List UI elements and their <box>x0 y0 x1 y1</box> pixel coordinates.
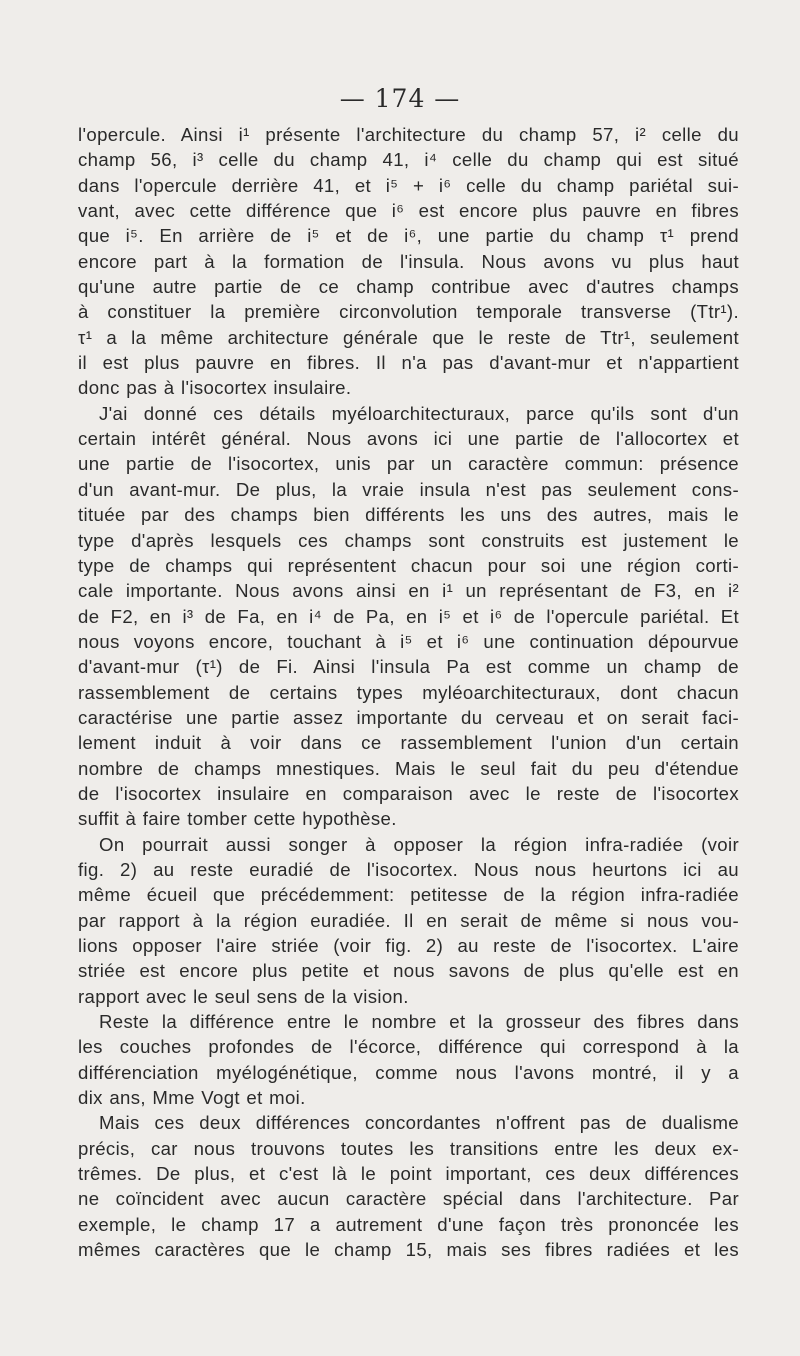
text-line: vant, avec cette différence que i⁶ est encore plus pauvre en fibres <box>78 200 739 222</box>
text-line: dans l'opercule derrière 41, et i⁵ + i⁶ celle du champ pariétal sui- <box>78 174 739 196</box>
text-line: trêmes. De plus, et c'est là le point important, ces deux différences <box>78 1163 739 1185</box>
text-line: l'opercule. Ainsi i¹ présente l'architecture du champ 57, i² celle du <box>78 124 739 145</box>
text-line: d'un avant-mur. De plus, la vraie insula n'est pas seulement cons- <box>78 478 739 500</box>
text-line: lions opposer l'aire striée (voir fig. 2) au reste de l'isocortex. L'aire <box>78 935 739 956</box>
text-line: J'ai donné ces détails myéloarchitecturaux, parce qu'ils sont d'un <box>99 402 739 424</box>
text-line: suffit à faire tomber cette hypothèse. <box>78 808 397 830</box>
text-line: exemple, le champ 17 a autrement d'une façon très prononcée les <box>78 1213 739 1235</box>
text-line: Reste la différence entre le nombre et la grosseur des fibres dans <box>99 1011 739 1033</box>
text-line: même écueil que précédemment: petitesse de la région infra-radiée <box>78 884 739 906</box>
text-line: nombre de champs mnestiques. Mais le seul fait du peu d'étendue <box>78 757 739 779</box>
text-line: ne coïncident avec aucun caractère spécial dans l'architecture. Par <box>78 1188 739 1210</box>
text-line: fig. 2) au reste euradié de l'isocortex. Nous nous heurtons ici au <box>78 858 739 880</box>
text-line: Mais ces deux différences concordantes n'offrent pas de dualisme <box>99 1112 739 1134</box>
text-line: mêmes caractères que le champ 15, mais ses fibres radiées et les <box>78 1239 739 1261</box>
text-line: champ 56, i³ celle du champ 41, i⁴ celle du champ qui est situé <box>78 149 739 171</box>
text-line: de F2, en i³ de Fa, en i⁴ de Pa, en i⁵ et i⁶ de l'opercule pariétal. Et <box>78 605 739 627</box>
text-line: encore part à la formation de l'insula. Nous avons vu plus haut <box>78 250 739 272</box>
text-line: précis, car nous trouvons toutes les transitions entre les deux ex- <box>78 1137 739 1159</box>
text-line: dix ans, Mme Vogt et moi. <box>78 1087 306 1109</box>
text-line: cale importante. Nous avons ainsi en i¹ un représentant de F3, en i² <box>78 580 739 602</box>
text-line: donc pas à l'isocortex insulaire. <box>78 377 352 399</box>
text-line: rapport avec le seul sens de la vision. <box>78 985 409 1007</box>
text-line: une partie de l'isocortex, unis par un caractère commun: présence <box>78 453 739 475</box>
text-line: τ¹ a la même architecture générale que le reste de Ttr¹, seulement <box>78 326 739 348</box>
text-line: les couches profondes de l'écorce, différence qui correspond à la <box>78 1036 739 1058</box>
text-line: différenciation myélogénétique, comme nous l'avons montré, il y a <box>78 1061 739 1083</box>
text-line: qu'une autre partie de ce champ contribue avec d'autres champs <box>78 276 739 298</box>
text-line: certain intérêt général. Nous avons ici une partie de l'allocortex et <box>78 428 739 450</box>
text-line: que i⁵. En arrière de i⁵ et de i⁶, une partie du champ τ¹ prend <box>78 225 739 247</box>
text-line: nous voyons encore, touchant à i⁵ et i⁶ une continuation dépourvue <box>78 630 739 652</box>
text-line: On pourrait aussi songer à opposer la région infra-radiée (voir <box>99 833 739 855</box>
text-line: lement induit à voir dans ce rassemblement l'union d'un certain <box>78 732 739 754</box>
text-line: type d'après lesquels ces champs sont construits est justement le <box>78 529 739 551</box>
text-line: par rapport à la région euradiée. Il en serait de même si nous vou- <box>78 909 739 931</box>
text-line: type de champs qui représentent chacun pour soi une région corti- <box>78 554 739 576</box>
body-text <box>78 122 739 1262</box>
page-number: — 174 — <box>339 84 461 113</box>
text-line: rassemblement de certains types myléoarchitecturaux, dont chacun <box>78 681 739 703</box>
text-line: il est plus pauvre en fibres. Il n'a pas d'avant-mur et n'appartient <box>78 352 739 374</box>
text-line: tituée par des champs bien différents les uns des autres, mais le <box>78 504 739 526</box>
text-line: striée est encore plus petite et nous savons de plus qu'elle est en <box>78 960 739 982</box>
text-line: de l'isocortex insulaire en comparaison avec le reste de l'isocortex <box>78 782 739 804</box>
text-line: d'avant-mur (τ¹) de Fi. Ainsi l'insula Pa est comme un champ de <box>78 656 739 678</box>
text-line: à constituer la première circonvolution temporale transverse (Ttr¹). <box>78 301 739 323</box>
text-line: caractérise une partie assez importante du cerveau et on serait faci- <box>78 706 739 728</box>
